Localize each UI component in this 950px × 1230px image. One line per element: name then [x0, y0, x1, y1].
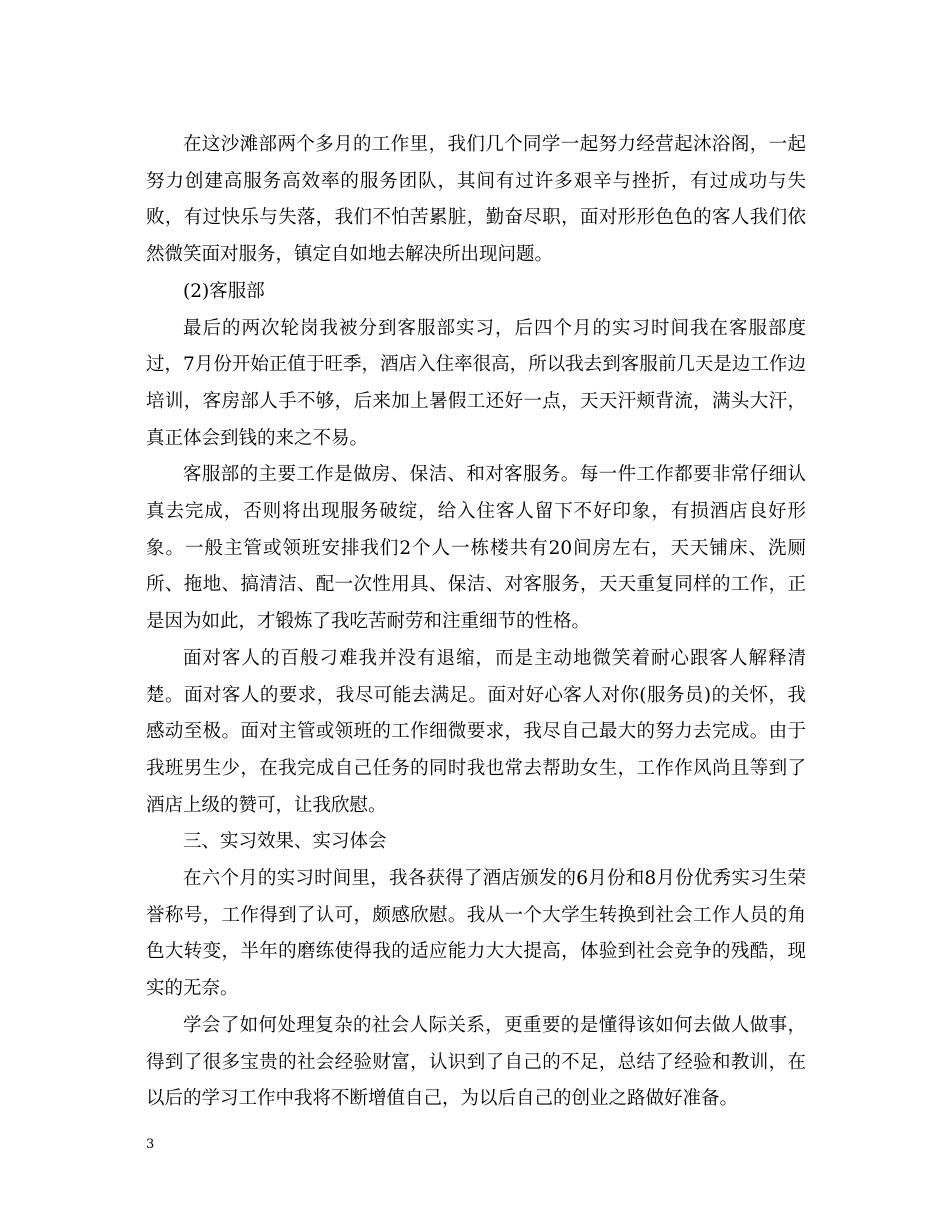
- body-text: [146, 127, 806, 1118]
- paragraph-rotation-to-customer-service: 最后的两次轮岗我被分到客服部实习，后四个月的实习时间我在客服部度过，7月份开始正值于旺季，酒店入住率很高，所以我去到客服前几天是边工作边培训，客房部人手不够，后来加上暑假工还好一点，天天汗颊背流，满头大汗，真正体会到钱的来之不易。: [146, 317, 806, 449]
- paragraph-lessons-learned: 学会了如何处理复杂的社会人际关系，更重要的是懂得该如何去做人做事，得到了很多宝贵的社会经验财富，认识到了自己的不足，总结了经验和教训，在以后的学习工作中我将不断增值自己，为以后自己的创业之路做好准备。: [146, 1014, 806, 1110]
- paragraph-facing-guests: 面对客人的百般刁难我并没有退缩，而是主动地微笑着耐心跟客人解释清楚。面对客人的要求，我尽可能去满足。面对好心客人对你(服务员)的关怀，我感动至极。面对主管或领班的工作细微要求，我尽自己最大的努力去完成。由于我班男生少，在我完成自己任务的同时我也常去帮助女生，工作作风尚且等到了酒店上级的赞可，让我欣慰。: [146, 647, 806, 816]
- page-number: 3: [146, 1137, 155, 1152]
- paragraph-internship-honors: 在六个月的实习时间里，我各获得了酒店颁发的6月份和8月份优秀实习生荣誉称号，工作得到了认可，颇感欣慰。我从一个大学生转换到社会工作人员的角色大转变，半年的磨练使得我的适应能力大大提高，体验到社会竞争的残酷，现实的无奈。: [146, 868, 806, 1000]
- paragraph-customer-service-duties: 客服部的主要工作是做房、保洁、和对客服务。每一件工作都要非常仔细认真去完成，否则将出现服务破绽，给入住客人留下不好印象，有损酒店良好形象。一般主管或领班安排我们2个人一栋楼共有20间房左右，天天铺床、洗厕所、拖地、搞清洁、配一次性用具、保洁、对客服务，天天重复同样的工作，正是因为如此，才锻炼了我吃苦耐劳和注重细节的性格。: [146, 464, 806, 633]
- paragraph-beach-department-work: 在这沙滩部两个多月的工作里，我们几个同学一起努力经营起沐浴阁，一起努力创建高服务高效率的服务团队，其间有过许多艰辛与挫折，有过成功与失败，有过快乐与失落，我们不怕苦累脏，勤奋尽职，面对形形色色的客人我们依然微笑面对服务，镇定自如地去解决所出现问题。: [146, 134, 806, 266]
- section-heading-internship-results: 三、实习效果、实习体会: [183, 831, 387, 853]
- section-heading-customer-service: (2)客服部: [183, 280, 265, 302]
